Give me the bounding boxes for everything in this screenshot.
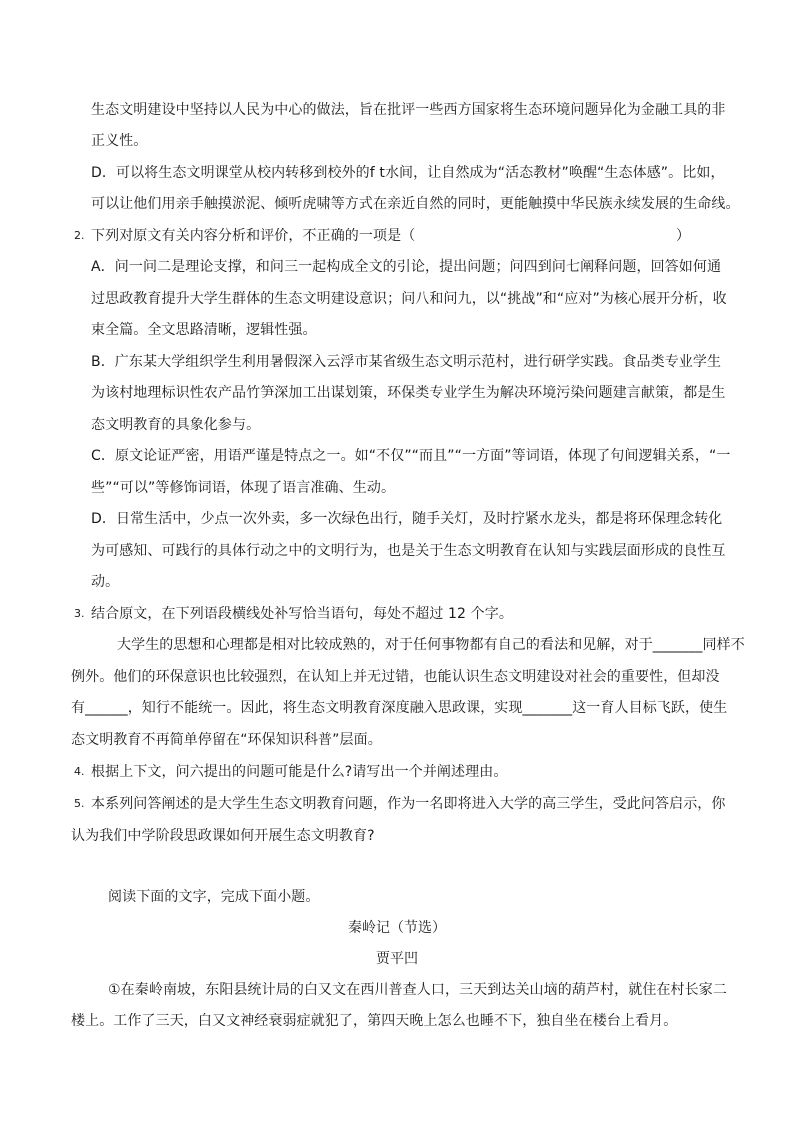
q3-paragraph-line-4: 态文明教育不再简单停留在“环保知识科普”层面。: [71, 732, 382, 748]
reading-paragraph-1-line-1: ①在秦岭南坡，东阳县统计局的白又文在西川普查人口，三天到达关山垴的葫芦村，就住在村长家二: [108, 982, 727, 998]
q2-number: 2.: [74, 229, 85, 242]
q2-option-a-line-1: A．问一问二是理论支撑，和问三一起构成全文的引论，提出问题；问四到问七阐释问题，回答如何通: [91, 259, 722, 275]
q3-stem: 结合原文，在下列语段横线处补写恰当语句，每处不超过 12 个字。: [91, 606, 513, 622]
q2-option-b-line-1: B．广东某大学组织学生利用暑假深入云浮市某省级生态文明示范村，进行研学实践。食品类专业学生: [91, 354, 722, 370]
q2-option-c-line-2: 些”“可以”等修饰词语，体现了语言准确、生动。: [91, 480, 396, 496]
q2-option-a-line-2: 过思政教育提升大学生群体的生态文明建设意识；问八和问九，以“挑战”和“应对”为核心展开分析，收: [91, 291, 727, 307]
q5-line-1: 本系列问答阐述的是大学生生态文明教育问题，作为一名即将进入大学的高三学生，受此问答启示，你: [91, 796, 726, 812]
continuation-line-2: 正义性。: [91, 133, 148, 149]
q4-stem: 根据上下文，问六提出的问题可能是什么?请写出一个并阐述理由。: [91, 764, 508, 780]
reading-title: 秦岭记（节选）: [348, 920, 446, 936]
q3-paragraph-line-2: 例外。他们的环保意识也比较强烈，在认知上并无过错，也能认识生态文明建设对社会的重要性，但却没: [71, 669, 720, 685]
prev-option-d-line-2: 可以让他们用亲手触摸淤泥、倾听虎啸等方式在亲近自然的同时，更能触摸中华民族永续发展的生命线。: [91, 196, 740, 212]
q2-stem: 下列对原文有关内容分析和评价，不正确的一项是（: [91, 228, 416, 244]
q2-option-d-line-3: 动。: [91, 574, 120, 590]
reading-author: 贾平凹: [376, 951, 418, 967]
q2-option-d-line-1: D．日常生活中，少点一次外卖，多一次绿色出行，随手关灯，及时拧紧水龙头，都是将环保理念转化: [91, 511, 723, 527]
q5-line-2: 认为我们中学阶段思政课如何开展生态文明教育?: [71, 828, 375, 844]
q2-option-a-line-3: 束全篇。全文思路清晰，逻辑性强。: [91, 322, 317, 338]
q5-number: 5.: [74, 797, 85, 810]
reading-paragraph-1-line-2: 楼上。工作了三天，白又文神经衰弱症就犯了，第四天晚上怎么也睡不下，独自坐在楼台上看月。: [71, 1013, 678, 1029]
continuation-line-1: 生态文明建设中坚持以人民为中心的做法，旨在批评一些西方国家将生态环境问题异化为金融工具的非: [91, 102, 726, 118]
q2-option-b-line-3: 态文明教育的具象化参与。: [91, 417, 261, 433]
reading-intro: 阅读下面的文字，完成下面小题。: [108, 889, 320, 905]
q2-option-d-line-2: 为可感知、可践行的具体行动之中的文明行为，也是关于生态文明教育在认知与实践层面形成的良性互: [91, 543, 726, 559]
prev-option-d-line-1: D．可以将生态文明课堂从校内转移到校外的f t水间，让自然成为“活态教材”唤醒“生态体感”。比如，: [91, 165, 725, 181]
q3-number: 3.: [74, 607, 85, 620]
q2-option-b-line-2: 为该村地理标识性农产品竹笋深加工出谋划策，环保类专业学生为解决环境污染问题建言献策，都是生: [91, 385, 726, 401]
q3-paragraph-line-1: 大学生的思想和心理都是相对比较成熟的，对于任何事物都有自己的看法和见解，对于_______同样不: [117, 637, 745, 653]
q2-answer-bracket-close: ）: [676, 228, 691, 244]
q3-paragraph-line-3: 有______，知行不能统一。因此，将生态文明教育深度融入思政课，实现_______这一育人目标飞跃，使生: [71, 700, 728, 716]
q4-number: 4.: [74, 765, 85, 778]
q2-option-c-line-1: C．原文论证严密，用语严谨是特点之一。如“不仅”“而且”“一方面”等词语，体现了句间逻辑关系，“一: [91, 448, 731, 464]
